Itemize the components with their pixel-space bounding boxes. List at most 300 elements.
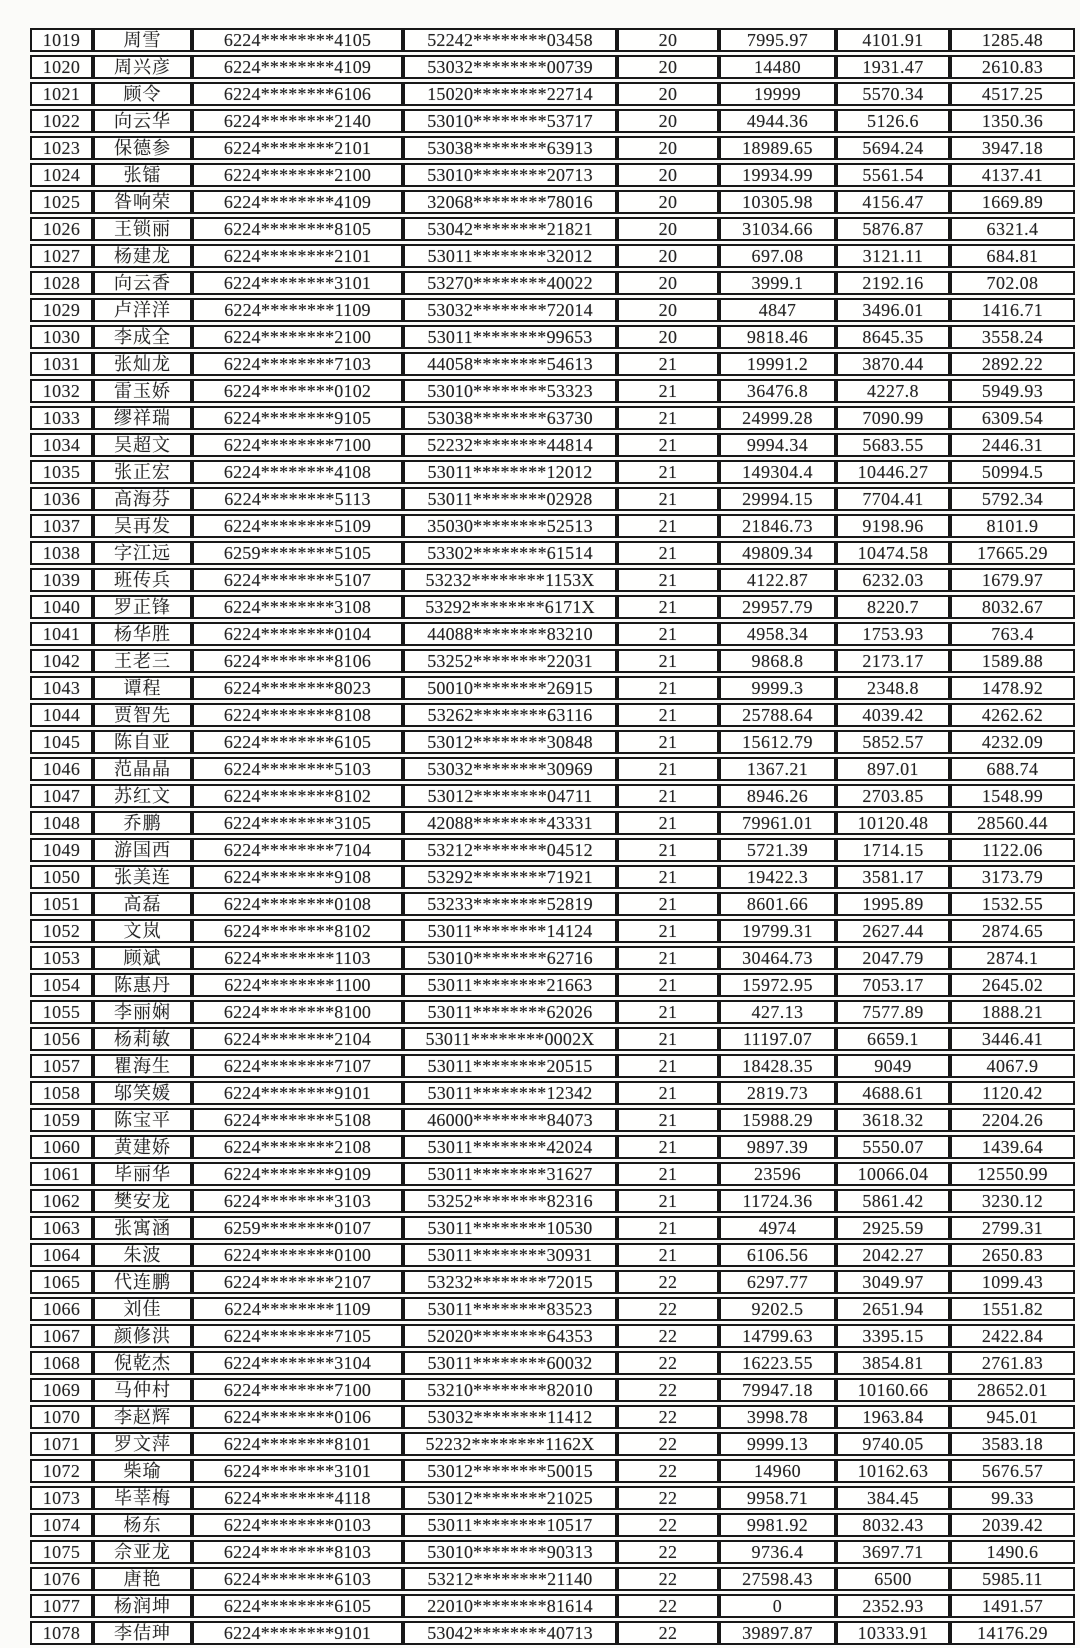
cell-amount-2: 2627.44 xyxy=(836,919,950,943)
cell-amount-2: 10160.66 xyxy=(836,1378,950,1402)
cell-bank-card-number: 6224********7104 xyxy=(192,838,403,862)
cell-id-number: 53011********60032 xyxy=(403,1351,617,1375)
cell-amount-1: 39897.87 xyxy=(719,1621,836,1645)
table-row xyxy=(30,1162,1075,1186)
cell-bank-card-number: 6224********3104 xyxy=(192,1351,403,1375)
cell-amount-2: 4101.91 xyxy=(836,28,950,52)
cell-id-number: 53032********11412 xyxy=(403,1405,617,1429)
cell-bank-card-number: 6224********3101 xyxy=(192,271,403,295)
cell-amount-3: 3583.18 xyxy=(950,1432,1075,1456)
cell-amount-2: 1931.47 xyxy=(836,55,950,79)
table-row xyxy=(30,1567,1075,1591)
cell-row-number: 1046 xyxy=(30,757,93,781)
cell-amount-2: 6500 xyxy=(836,1567,950,1591)
cell-day: 20 xyxy=(617,82,719,106)
payout-table xyxy=(30,25,1075,1648)
cell-amount-1: 14960 xyxy=(719,1459,836,1483)
cell-amount-3: 1099.43 xyxy=(950,1270,1075,1294)
cell-amount-3: 2645.02 xyxy=(950,973,1075,997)
cell-name: 颜修洪 xyxy=(93,1324,192,1348)
cell-amount-2: 5876.87 xyxy=(836,217,950,241)
cell-bank-card-number: 6224********8102 xyxy=(192,784,403,808)
cell-amount-2: 10474.58 xyxy=(836,541,950,565)
cell-day: 20 xyxy=(617,325,719,349)
cell-row-number: 1027 xyxy=(30,244,93,268)
table-row xyxy=(30,703,1075,727)
cell-row-number: 1021 xyxy=(30,82,93,106)
cell-amount-3: 5676.57 xyxy=(950,1459,1075,1483)
cell-amount-1: 2819.73 xyxy=(719,1081,836,1105)
cell-row-number: 1038 xyxy=(30,541,93,565)
cell-amount-1: 7995.97 xyxy=(719,28,836,52)
cell-name: 高磊 xyxy=(93,892,192,916)
cell-row-number: 1072 xyxy=(30,1459,93,1483)
cell-id-number: 53032********30969 xyxy=(403,757,617,781)
cell-amount-1: 4847 xyxy=(719,298,836,322)
cell-id-number: 53011********83523 xyxy=(403,1297,617,1321)
cell-amount-3: 684.81 xyxy=(950,244,1075,268)
cell-bank-card-number: 6224********2108 xyxy=(192,1135,403,1159)
cell-amount-3: 3558.24 xyxy=(950,325,1075,349)
cell-name: 陈惠丹 xyxy=(93,973,192,997)
cell-amount-1: 9202.5 xyxy=(719,1297,836,1321)
cell-bank-card-number: 6224********3103 xyxy=(192,1189,403,1213)
cell-id-number: 52232********1162X xyxy=(403,1432,617,1456)
cell-name: 黄建娇 xyxy=(93,1135,192,1159)
table-row xyxy=(30,433,1075,457)
cell-amount-2: 2173.17 xyxy=(836,649,950,673)
cell-bank-card-number: 6224********2101 xyxy=(192,136,403,160)
table-row xyxy=(30,1189,1075,1213)
cell-name: 毕丽华 xyxy=(93,1162,192,1186)
cell-amount-2: 1963.84 xyxy=(836,1405,950,1429)
cell-bank-card-number: 6224********9101 xyxy=(192,1621,403,1645)
cell-row-number: 1024 xyxy=(30,163,93,187)
cell-row-number: 1063 xyxy=(30,1216,93,1240)
cell-row-number: 1058 xyxy=(30,1081,93,1105)
cell-bank-card-number: 6224********8100 xyxy=(192,1000,403,1024)
cell-id-number: 53038********63730 xyxy=(403,406,617,430)
cell-amount-1: 15988.29 xyxy=(719,1108,836,1132)
table-row xyxy=(30,649,1075,673)
cell-amount-1: 25788.64 xyxy=(719,703,836,727)
cell-amount-3: 2874.65 xyxy=(950,919,1075,943)
table-row xyxy=(30,595,1075,619)
cell-name: 文岚 xyxy=(93,919,192,943)
cell-row-number: 1036 xyxy=(30,487,93,511)
cell-amount-2: 2192.16 xyxy=(836,271,950,295)
cell-day: 21 xyxy=(617,649,719,673)
table-row xyxy=(30,163,1075,187)
cell-amount-3: 17665.29 xyxy=(950,541,1075,565)
table-row xyxy=(30,55,1075,79)
cell-row-number: 1051 xyxy=(30,892,93,916)
cell-amount-3: 763.4 xyxy=(950,622,1075,646)
cell-amount-2: 4688.61 xyxy=(836,1081,950,1105)
cell-name: 李佶珅 xyxy=(93,1621,192,1645)
cell-id-number: 53011********02928 xyxy=(403,487,617,511)
cell-day: 21 xyxy=(617,757,719,781)
cell-id-number: 53302********61514 xyxy=(403,541,617,565)
cell-bank-card-number: 6224********8103 xyxy=(192,1540,403,1564)
cell-bank-card-number: 6259********5105 xyxy=(192,541,403,565)
cell-name: 佘亚龙 xyxy=(93,1540,192,1564)
table-row xyxy=(30,919,1075,943)
cell-name: 张正宏 xyxy=(93,460,192,484)
cell-amount-2: 3496.01 xyxy=(836,298,950,322)
cell-name: 向云华 xyxy=(93,109,192,133)
cell-day: 22 xyxy=(617,1594,719,1618)
cell-amount-1: 4944.36 xyxy=(719,109,836,133)
cell-day: 22 xyxy=(617,1513,719,1537)
cell-bank-card-number: 6224********4108 xyxy=(192,460,403,484)
cell-day: 21 xyxy=(617,676,719,700)
cell-row-number: 1035 xyxy=(30,460,93,484)
cell-amount-3: 5985.11 xyxy=(950,1567,1075,1591)
cell-name: 游国西 xyxy=(93,838,192,862)
cell-bank-card-number: 6224********0106 xyxy=(192,1405,403,1429)
table-row xyxy=(30,973,1075,997)
cell-day: 21 xyxy=(617,1027,719,1051)
table-row xyxy=(30,1621,1075,1645)
table-row xyxy=(30,136,1075,160)
cell-day: 22 xyxy=(617,1432,719,1456)
cell-bank-card-number: 6224********8105 xyxy=(192,217,403,241)
cell-day: 21 xyxy=(617,892,719,916)
cell-row-number: 1076 xyxy=(30,1567,93,1591)
cell-bank-card-number: 6224********8101 xyxy=(192,1432,403,1456)
cell-amount-2: 384.45 xyxy=(836,1486,950,1510)
cell-name: 李丽娴 xyxy=(93,1000,192,1024)
cell-bank-card-number: 6224********1109 xyxy=(192,1297,403,1321)
cell-amount-3: 1490.6 xyxy=(950,1540,1075,1564)
cell-name: 雷玉娇 xyxy=(93,379,192,403)
cell-name: 杨华胜 xyxy=(93,622,192,646)
table-row xyxy=(30,1216,1075,1240)
cell-bank-card-number: 6224********0108 xyxy=(192,892,403,916)
cell-name: 顾斌 xyxy=(93,946,192,970)
cell-amount-1: 15612.79 xyxy=(719,730,836,754)
cell-day: 20 xyxy=(617,55,719,79)
cell-id-number: 53011********12012 xyxy=(403,460,617,484)
cell-bank-card-number: 6224********2100 xyxy=(192,325,403,349)
table-row xyxy=(30,1324,1075,1348)
cell-day: 20 xyxy=(617,217,719,241)
table-row xyxy=(30,1270,1075,1294)
cell-name: 谭程 xyxy=(93,676,192,700)
cell-day: 21 xyxy=(617,784,719,808)
cell-day: 21 xyxy=(617,622,719,646)
table-row xyxy=(30,1054,1075,1078)
table-row xyxy=(30,1297,1075,1321)
cell-day: 21 xyxy=(617,541,719,565)
cell-bank-card-number: 6224********7103 xyxy=(192,352,403,376)
cell-amount-1: 79947.18 xyxy=(719,1378,836,1402)
cell-id-number: 32068********78016 xyxy=(403,190,617,214)
cell-amount-2: 10066.04 xyxy=(836,1162,950,1186)
cell-day: 21 xyxy=(617,379,719,403)
cell-id-number: 50010********26915 xyxy=(403,676,617,700)
cell-name: 杨东 xyxy=(93,1513,192,1537)
cell-name: 苏红文 xyxy=(93,784,192,808)
cell-amount-1: 4958.34 xyxy=(719,622,836,646)
cell-amount-3: 8032.67 xyxy=(950,595,1075,619)
cell-day: 20 xyxy=(617,28,719,52)
table-row xyxy=(30,541,1075,565)
cell-id-number: 53012********30848 xyxy=(403,730,617,754)
cell-name: 柴瑜 xyxy=(93,1459,192,1483)
table-body xyxy=(30,28,1075,1645)
cell-id-number: 53032********00739 xyxy=(403,55,617,79)
cell-id-number: 53011********20515 xyxy=(403,1054,617,1078)
cell-amount-3: 1122.06 xyxy=(950,838,1075,862)
cell-amount-1: 21846.73 xyxy=(719,514,836,538)
cell-bank-card-number: 6224********6105 xyxy=(192,1594,403,1618)
cell-amount-1: 9994.34 xyxy=(719,433,836,457)
cell-amount-2: 5683.55 xyxy=(836,433,950,457)
cell-day: 22 xyxy=(617,1351,719,1375)
cell-name: 张美连 xyxy=(93,865,192,889)
cell-name: 保德参 xyxy=(93,136,192,160)
cell-bank-card-number: 6224********5108 xyxy=(192,1108,403,1132)
cell-id-number: 53292********6171X xyxy=(403,595,617,619)
cell-name: 杨莉敏 xyxy=(93,1027,192,1051)
cell-amount-3: 2446.31 xyxy=(950,433,1075,457)
cell-row-number: 1055 xyxy=(30,1000,93,1024)
cell-name: 马仲村 xyxy=(93,1378,192,1402)
cell-id-number: 53011********10530 xyxy=(403,1216,617,1240)
cell-name: 倪乾杰 xyxy=(93,1351,192,1375)
cell-id-number: 53212********21140 xyxy=(403,1567,617,1591)
cell-amount-2: 7704.41 xyxy=(836,487,950,511)
cell-row-number: 1028 xyxy=(30,271,93,295)
cell-id-number: 53010********53717 xyxy=(403,109,617,133)
cell-row-number: 1048 xyxy=(30,811,93,835)
cell-name: 杨润坤 xyxy=(93,1594,192,1618)
cell-id-number: 53011********31627 xyxy=(403,1162,617,1186)
cell-name: 顾令 xyxy=(93,82,192,106)
cell-amount-2: 10120.48 xyxy=(836,811,950,835)
cell-amount-3: 5792.34 xyxy=(950,487,1075,511)
cell-day: 20 xyxy=(617,190,719,214)
cell-amount-1: 9999.13 xyxy=(719,1432,836,1456)
cell-amount-3: 1888.21 xyxy=(950,1000,1075,1024)
cell-id-number: 53010********53323 xyxy=(403,379,617,403)
cell-amount-2: 3121.11 xyxy=(836,244,950,268)
cell-amount-1: 9868.8 xyxy=(719,649,836,673)
cell-row-number: 1078 xyxy=(30,1621,93,1645)
cell-amount-1: 19999 xyxy=(719,82,836,106)
cell-day: 22 xyxy=(617,1621,719,1645)
cell-bank-card-number: 6224********8102 xyxy=(192,919,403,943)
cell-day: 21 xyxy=(617,1054,719,1078)
cell-id-number: 53010********62716 xyxy=(403,946,617,970)
cell-bank-card-number: 6224********1109 xyxy=(192,298,403,322)
cell-name: 罗文萍 xyxy=(93,1432,192,1456)
cell-id-number: 53011********14124 xyxy=(403,919,617,943)
cell-amount-2: 10162.63 xyxy=(836,1459,950,1483)
cell-name: 张寓涵 xyxy=(93,1216,192,1240)
cell-amount-2: 2925.59 xyxy=(836,1216,950,1240)
cell-amount-3: 1669.89 xyxy=(950,190,1075,214)
cell-day: 21 xyxy=(617,514,719,538)
cell-amount-1: 23596 xyxy=(719,1162,836,1186)
cell-amount-3: 4262.62 xyxy=(950,703,1075,727)
cell-amount-3: 1548.99 xyxy=(950,784,1075,808)
cell-bank-card-number: 6224********2107 xyxy=(192,1270,403,1294)
table-row xyxy=(30,892,1075,916)
cell-name: 李赵辉 xyxy=(93,1405,192,1429)
cell-day: 21 xyxy=(617,1243,719,1267)
cell-day: 21 xyxy=(617,433,719,457)
cell-row-number: 1029 xyxy=(30,298,93,322)
cell-bank-card-number: 6224********9105 xyxy=(192,406,403,430)
cell-id-number: 53042********21821 xyxy=(403,217,617,241)
cell-day: 21 xyxy=(617,1189,719,1213)
cell-row-number: 1059 xyxy=(30,1108,93,1132)
cell-amount-2: 9198.96 xyxy=(836,514,950,538)
cell-bank-card-number: 6224********0103 xyxy=(192,1513,403,1537)
cell-amount-1: 19799.31 xyxy=(719,919,836,943)
cell-amount-3: 5949.93 xyxy=(950,379,1075,403)
cell-amount-2: 9740.05 xyxy=(836,1432,950,1456)
cell-id-number: 52232********44814 xyxy=(403,433,617,457)
cell-name: 昝响荣 xyxy=(93,190,192,214)
cell-bank-card-number: 6224********6105 xyxy=(192,730,403,754)
cell-bank-card-number: 6224********7105 xyxy=(192,1324,403,1348)
cell-amount-3: 50994.5 xyxy=(950,460,1075,484)
cell-amount-1: 10305.98 xyxy=(719,190,836,214)
cell-bank-card-number: 6224********9109 xyxy=(192,1162,403,1186)
cell-amount-1: 11724.36 xyxy=(719,1189,836,1213)
cell-row-number: 1049 xyxy=(30,838,93,862)
cell-amount-3: 1285.48 xyxy=(950,28,1075,52)
table-row xyxy=(30,271,1075,295)
cell-amount-1: 1367.21 xyxy=(719,757,836,781)
cell-id-number: 53011********0002X xyxy=(403,1027,617,1051)
cell-amount-3: 2761.83 xyxy=(950,1351,1075,1375)
cell-bank-card-number: 6224********7107 xyxy=(192,1054,403,1078)
cell-day: 21 xyxy=(617,1216,719,1240)
cell-amount-2: 2042.27 xyxy=(836,1243,950,1267)
cell-id-number: 53011********10517 xyxy=(403,1513,617,1537)
table-row xyxy=(30,325,1075,349)
cell-amount-2: 4039.42 xyxy=(836,703,950,727)
cell-amount-2: 3581.17 xyxy=(836,865,950,889)
cell-id-number: 52242********03458 xyxy=(403,28,617,52)
cell-bank-card-number: 6224********8023 xyxy=(192,676,403,700)
cell-name: 罗正锋 xyxy=(93,595,192,619)
cell-amount-2: 1753.93 xyxy=(836,622,950,646)
cell-name: 邬笑媛 xyxy=(93,1081,192,1105)
cell-amount-3: 945.01 xyxy=(950,1405,1075,1429)
table-row xyxy=(30,1459,1075,1483)
cell-amount-1: 3998.78 xyxy=(719,1405,836,1429)
cell-amount-2: 7090.99 xyxy=(836,406,950,430)
cell-name: 班传兵 xyxy=(93,568,192,592)
cell-name: 卢洋洋 xyxy=(93,298,192,322)
table-row xyxy=(30,730,1075,754)
table-row xyxy=(30,1027,1075,1051)
cell-name: 朱波 xyxy=(93,1243,192,1267)
cell-row-number: 1032 xyxy=(30,379,93,403)
table-row xyxy=(30,82,1075,106)
cell-id-number: 53232********72015 xyxy=(403,1270,617,1294)
cell-amount-3: 1120.42 xyxy=(950,1081,1075,1105)
cell-id-number: 53032********72014 xyxy=(403,298,617,322)
cell-amount-3: 4232.09 xyxy=(950,730,1075,754)
cell-name: 杨建龙 xyxy=(93,244,192,268)
cell-amount-1: 149304.4 xyxy=(719,460,836,484)
cell-bank-card-number: 6224********5109 xyxy=(192,514,403,538)
cell-row-number: 1075 xyxy=(30,1540,93,1564)
cell-amount-1: 8946.26 xyxy=(719,784,836,808)
cell-row-number: 1062 xyxy=(30,1189,93,1213)
cell-amount-2: 8220.7 xyxy=(836,595,950,619)
cell-day: 22 xyxy=(617,1567,719,1591)
cell-name: 陈宝平 xyxy=(93,1108,192,1132)
cell-amount-2: 3395.15 xyxy=(836,1324,950,1348)
cell-id-number: 15020********22714 xyxy=(403,82,617,106)
cell-day: 21 xyxy=(617,919,719,943)
cell-day: 22 xyxy=(617,1378,719,1402)
cell-day: 21 xyxy=(617,973,719,997)
cell-row-number: 1033 xyxy=(30,406,93,430)
cell-amount-3: 1551.82 xyxy=(950,1297,1075,1321)
cell-amount-3: 2892.22 xyxy=(950,352,1075,376)
table-row xyxy=(30,460,1075,484)
cell-row-number: 1074 xyxy=(30,1513,93,1537)
cell-amount-2: 8645.35 xyxy=(836,325,950,349)
cell-day: 20 xyxy=(617,136,719,160)
cell-amount-2: 5126.6 xyxy=(836,109,950,133)
cell-amount-2: 5852.57 xyxy=(836,730,950,754)
cell-id-number: 53011********32012 xyxy=(403,244,617,268)
cell-day: 21 xyxy=(617,568,719,592)
cell-bank-card-number: 6224********0100 xyxy=(192,1243,403,1267)
cell-amount-3: 1532.55 xyxy=(950,892,1075,916)
cell-id-number: 53232********1153X xyxy=(403,568,617,592)
cell-amount-3: 28652.01 xyxy=(950,1378,1075,1402)
cell-amount-2: 10333.91 xyxy=(836,1621,950,1645)
table-row xyxy=(30,1000,1075,1024)
cell-amount-1: 4122.87 xyxy=(719,568,836,592)
cell-amount-3: 1679.97 xyxy=(950,568,1075,592)
cell-amount-3: 2422.84 xyxy=(950,1324,1075,1348)
cell-row-number: 1037 xyxy=(30,514,93,538)
cell-amount-1: 49809.34 xyxy=(719,541,836,565)
cell-amount-1: 8601.66 xyxy=(719,892,836,916)
cell-name: 毕莘梅 xyxy=(93,1486,192,1510)
cell-name: 张灿龙 xyxy=(93,352,192,376)
cell-amount-3: 8101.9 xyxy=(950,514,1075,538)
cell-day: 21 xyxy=(617,730,719,754)
cell-day: 21 xyxy=(617,811,719,835)
cell-amount-1: 19991.2 xyxy=(719,352,836,376)
cell-day: 22 xyxy=(617,1540,719,1564)
cell-amount-2: 6232.03 xyxy=(836,568,950,592)
cell-amount-1: 9958.71 xyxy=(719,1486,836,1510)
cell-bank-card-number: 6224********4109 xyxy=(192,55,403,79)
table-row xyxy=(30,244,1075,268)
cell-amount-2: 1714.15 xyxy=(836,838,950,862)
cell-amount-3: 2039.42 xyxy=(950,1513,1075,1537)
cell-day: 21 xyxy=(617,946,719,970)
table-row xyxy=(30,1486,1075,1510)
cell-amount-1: 9999.3 xyxy=(719,676,836,700)
cell-day: 22 xyxy=(617,1486,719,1510)
cell-amount-3: 14176.29 xyxy=(950,1621,1075,1645)
